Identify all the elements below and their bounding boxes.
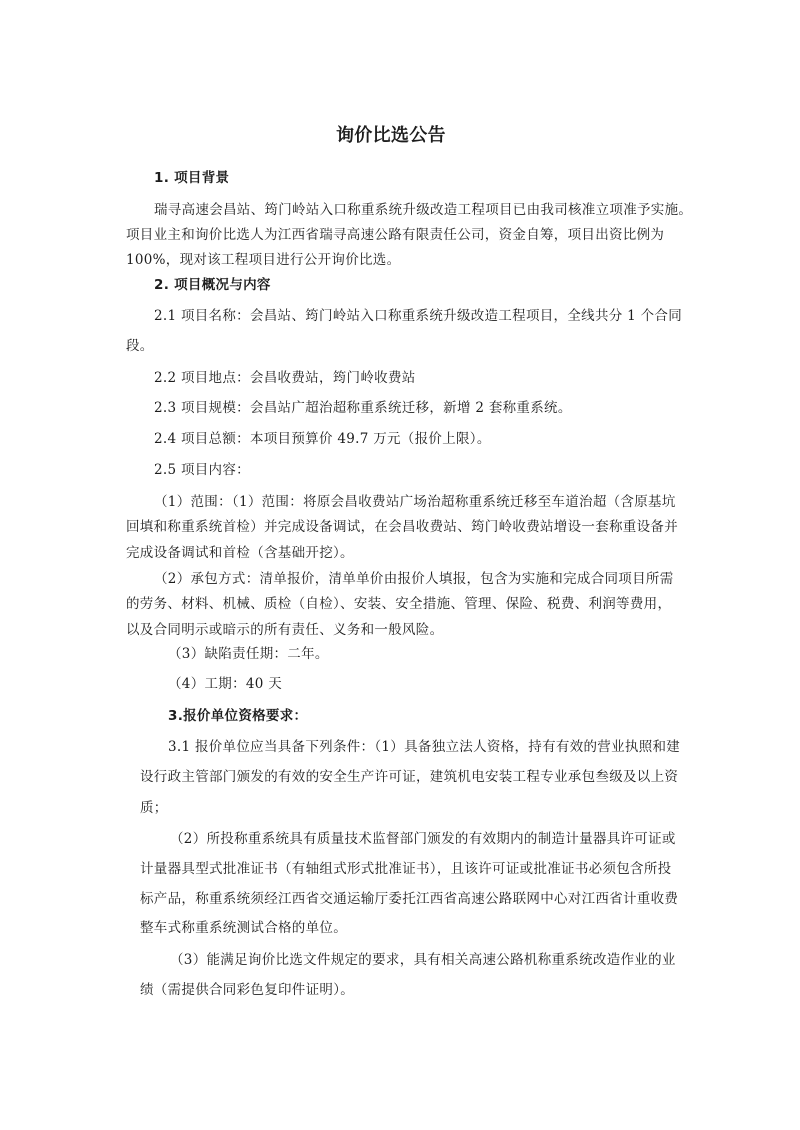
scope-line: 完成设备调试和首检（含基础开挖）。 bbox=[126, 545, 354, 561]
item-3-1-line: 设行政主管部门颁发的有效的安全生产许可证，建筑机电安装工程专业承包叁级及以上资 bbox=[140, 769, 679, 785]
contract-mode-line: （2）承包方式：清单报价，清单单价由报价人填报，包含为实施和完成合同项目所需 bbox=[154, 571, 674, 587]
item-3-1-line: 质； bbox=[140, 800, 168, 816]
contract-mode-line: 的劳务、材料、机械、质检（自检）、安装、安全措施、管理、保险、税费、利润等费用， bbox=[126, 596, 672, 612]
section-1-line: 瑞寻高速会昌站、筠门岭站入口称重系统升级改造工程项目已由我司核准立项准予实施。 bbox=[154, 202, 693, 218]
contract-mode-line: 以及合同明示或暗示的所有责任、义务和一般风险。 bbox=[126, 622, 444, 638]
section-1-line: 100%，现对该工程项目进行公开询价比选。 bbox=[126, 252, 401, 268]
item-2-1-line: 段。 bbox=[126, 338, 154, 354]
warranty: （3）缺陷责任期：二年。 bbox=[168, 646, 329, 662]
item-3-2-line: 整车式称重系统测试合格的单位。 bbox=[140, 920, 347, 936]
item-2-2: 2.2 项目地点：会昌收费站，筠门岭收费站 bbox=[154, 370, 416, 386]
item-2-4: 2.4 项目总额：本项目预算价 49.7 万元（报价上限）。 bbox=[154, 431, 491, 447]
scope-line: 回填和称重系统首检）并完成设备调试，在会昌收费站、筠门岭收费站增设一套称重设备并 bbox=[126, 519, 678, 535]
item-3-1-line: 3.1 报价单位应当具备下列条件：（1）具备独立法人资格，持有有效的营业执照和建 bbox=[168, 739, 681, 755]
duration: （4）工期：40 天 bbox=[168, 676, 283, 692]
document-title: 询价比选公告 bbox=[336, 125, 446, 146]
item-3-3-line: 绩（需提供合同彩色复印件证明）。 bbox=[140, 982, 355, 998]
item-2-1-line: 2.1 项目名称：会昌站、筠门岭站入口称重系统升级改造工程项目，全线共分 1 个合同 bbox=[154, 308, 683, 324]
section-2-heading: 2. 项目概况与内容 bbox=[154, 277, 271, 293]
item-2-5: 2.5 项目内容： bbox=[154, 462, 250, 478]
section-1-line: 项目业主和询价比选人为江西省瑞寻高速公路有限责任公司，资金自筹，项目出资比例为 bbox=[126, 227, 665, 243]
item-3-2-line: （2）所投称重系统具有质量技术监督部门颁发的有效期内的制造计量器具许可证或 bbox=[170, 831, 676, 847]
section-1-heading: 1. 项目背景 bbox=[154, 170, 230, 186]
item-3-3-line: （3）能满足询价比选文件规定的要求，具有相关高速公路机称重系统改造作业的业 bbox=[170, 952, 676, 968]
item-3-2-line: 标产品，称重系统须经江西省交通运输厅委托江西省高速公路联网中心对江西省计重收费 bbox=[140, 891, 679, 907]
scope-line: （1）范围：（1）范围：将原会昌收费站广场治超称重系统迁移至车道治超（含原基坑 bbox=[154, 494, 676, 510]
item-3-2-line: 计量器具型式批准证书（有轴组式形式批准证书），且该许可证或批准证书必须包含所投 bbox=[140, 861, 672, 877]
item-2-3: 2.3 项目规模：会昌站广超治超称重系统迁移，新增 2 套称重系统。 bbox=[154, 400, 572, 416]
section-3-heading: 3.报价单位资格要求： bbox=[168, 708, 308, 724]
